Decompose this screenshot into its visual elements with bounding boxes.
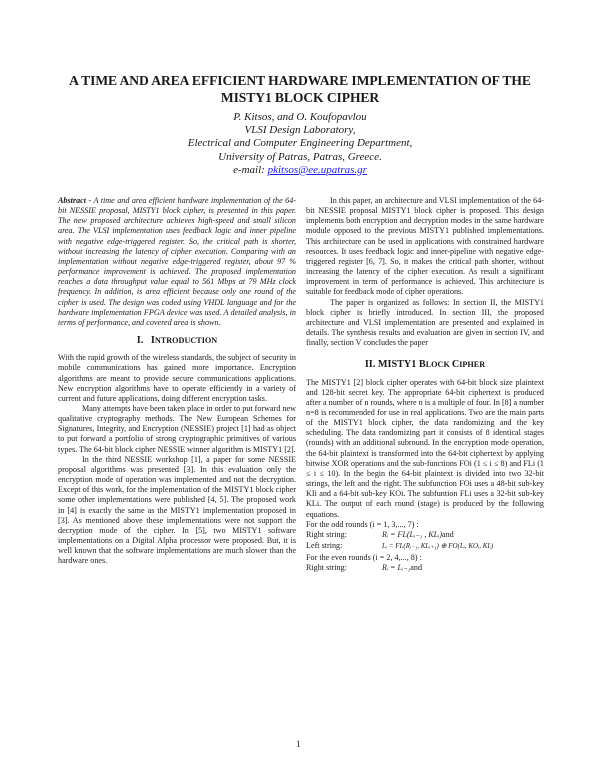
odd-rounds-heading: For the odd rounds (i = 1, 3,..., 7) : xyxy=(306,519,419,529)
author-names: P. Kitsos, and O. Koufopavlou xyxy=(233,111,367,123)
section-heading-introduction: I. INTRODUCTION xyxy=(136,335,218,347)
intro-paragraph-2: Many attempts have been taken place in order to put forward new qualitative cryptography methods. The New European Schemes for Signatures, Integrity, and Encryption (NESSIE) project [1] had as object to put forward a portfolio of strong cryptographic primitives of various types. The 64-bit block cipher NESSIE winner algorithm is MISTY1 [2]. xyxy=(58,403,296,454)
misty1-paragraph: The MISTY1 [2] block cipher operates with 64-bit block size plaintext and 128-bit secret key. The appropriate 64-bit ciphertext is produced after a number of n rounds, where n is a multiple of four. In [8] a number n=8 is recommended for use in real applications. Two are the main parts of the MISTY1 block cipher, the data randomizing and the key scheduling. The data randomizing part it consists of 8 identical stages (rounds) with an additional subround. In the encryption mode operation, the 64-bit plaintext is transformed into the 64-bit ciphertext by applying bitwise XOR operations and the sub-functions FOi (1 ≤ i ≤ 8) and FLi (1 ≤ i ≤ 10). In the begin the 64-bit plaintext is divided into two 32-bit strings, the left and the right. The subfunction FOi uses a 48-bit sub-key KIi and a 64-bit sub-key KOi. The subfuntion FLi uses a 32-bit sub-key KLi. The output of each round (stage) is produced by the following equations. xyxy=(306,377,544,519)
email-link[interactable]: pkitsos@ee.upatras.gr xyxy=(267,163,367,176)
equation-odd-right: Right string: Rᵢ = FL(Lᵢ₋₁ , KLᵢ) and xyxy=(306,529,454,539)
abstract-text: - A time and area efficient hardware implementation of the 64-bit NESSIE proposal, MISTY1 block cipher, is presented in this paper. The new proposed architecture achieves high-speed and small silicon area. The VLSI implementation uses feedback logic and inner pipeline with negative edge-triggered register. So, the critical path is shorter, without increasing the latency of cipher execution. Comparing with an implementation without negative edge-triggered register, about 97 % performance improvement is achieved. The proposed implementation reaches a data throughput value equal to 561 Mbps at 79 MHz clock frequency. In addition, is area efficient because only one round of the cipher is used. The design was coded using VHDL language and for the hardware implementation FPGA device was used. A detailed analysis, in terms of performance, and covered area is shown. xyxy=(58,196,296,327)
email-line xyxy=(100,164,500,177)
equation-even-right: Right string: Rᵢ = Lᵢ₋₁ and xyxy=(306,563,423,572)
title-line-2: MISTY1 BLOCK CIPHER xyxy=(220,90,380,105)
intro-paragraph-5: The paper is organized as follows: In section II, the MISTY1 block cipher is briefly introduced. In section III, the proposed architecture and VLSI implementation are presented and explained in details. The synthesis results and evaluation are given in section IV, and finally, section V concludes the paper xyxy=(306,297,544,348)
author-block xyxy=(100,111,500,177)
affiliation-univ: University of Patras, Patras, Greece. xyxy=(218,150,382,163)
section-heading-misty1: II. MISTY1 BLOCK CIPHER xyxy=(364,359,486,371)
equation-odd-left: Left string: Lᵢ = FL(Rᵢ₋₁, KLᵢ₊₁) ⊕ FO(Lᵢ, KOᵢ, KIᵢ) xyxy=(306,541,494,551)
right-column xyxy=(306,196,544,575)
affiliation-lab: VLSI Design Laboratory, xyxy=(244,124,356,137)
abstract xyxy=(58,196,296,328)
title-line-1: A TIME AND AREA EFFICIENT HARDWARE IMPLEMENTATION OF THE xyxy=(69,73,531,88)
left-column xyxy=(58,196,296,566)
paper-title xyxy=(40,72,560,106)
intro-paragraph-4: In this paper, an architecture and VLSI implementation of the 64-bit NESSIE proposal MISTY1 block cipher is proposed. This design implements both encryption and decryption modes in the same hardware module opposed to the previous MISTY1 published implementations. This architecture can be used in applications with constrained hardware resources. It uses feedback logic and inner-pipeline with negative edge-triggered register [6, 7]. So, it makes the critical path shorter, without increasing the latency of the cipher execution. As result a significant improvement in term of performance is achieved. This architecture is suitable for feedback mode of cipher operations. xyxy=(306,196,544,297)
page-number: 1 xyxy=(296,739,301,749)
intro-paragraph-1: With the rapid growth of the wireless standards, the subject of security in mobile communications has gained more importance. Encryption algorithms are meant to provide secure communications applications. New encryption algorithms have to operate efficiently in a variety of current and future applications, doing different encryption tasks. xyxy=(58,353,296,403)
even-rounds-heading: For the even rounds (i = 2, 4,..., 8) : xyxy=(306,552,422,562)
abstract-label: Abstract xyxy=(58,196,86,205)
intro-paragraph-3: In the third NESSIE workshop [1], a paper for some NESSIE proposal algorithms was presented [3]. In this evaluation only the encryption mode of operation was implemented and not the decryption. Except of this work, for the implementation of the MISTY1 block cipher some other implementations were published [4, 5]. The proposed work in [4] is exactly the same as the MISTY1 implementation proposed in [3]. As mentioned above these implementations were not support the decryption mode of the cipher. In [5], two MISTY1 software implementations on a Digital Alpha processor were proposed. But, it is well known that the software implementations are much slower than the hardware ones. xyxy=(58,454,296,566)
email-label: e-mail: xyxy=(233,163,268,176)
affiliation-dept: Electrical and Computer Engineering Department, xyxy=(187,137,413,150)
